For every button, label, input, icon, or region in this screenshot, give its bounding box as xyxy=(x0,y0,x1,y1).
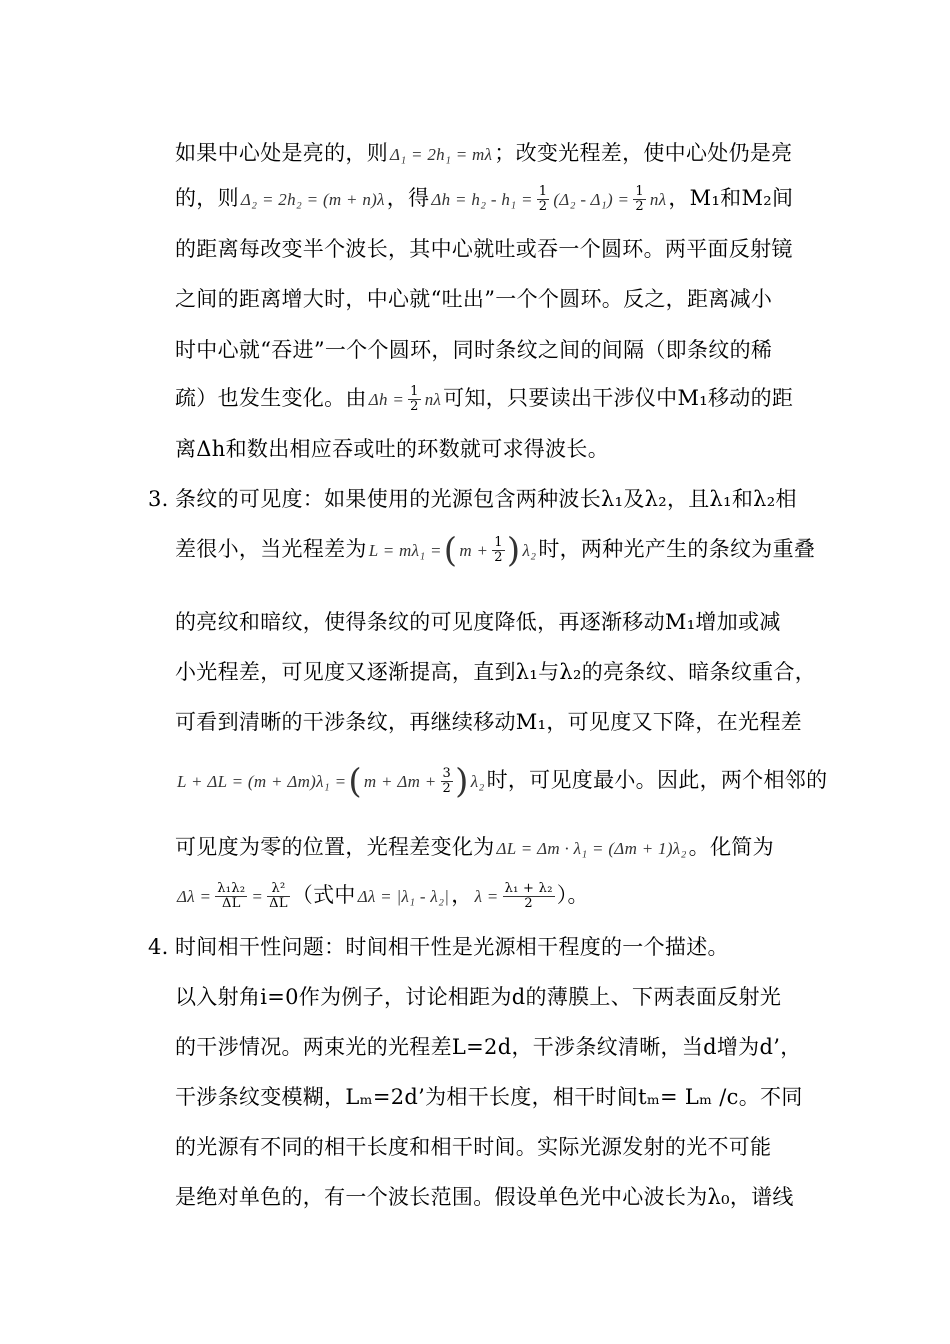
list-number-3: 3. xyxy=(148,487,169,511)
p1-line-2 xyxy=(175,183,793,213)
numerator: 3 xyxy=(442,766,452,781)
denominator: ΔL xyxy=(269,896,288,911)
numerator: λ₁ + λ₂ xyxy=(504,881,553,896)
formula-delta-h-short-a: Δh = xyxy=(368,389,405,409)
text: 差很小，当光程差为 xyxy=(175,537,367,561)
p3-line-3: 的亮纹和暗纹，使得条纹的可见度降低，再逐渐移动M₁增加或减 xyxy=(175,610,781,634)
p3-line-7 xyxy=(175,832,774,862)
denominator: 2 xyxy=(442,781,452,796)
text: 可知，只要读出干涉仪中M₁移动的距 xyxy=(443,386,794,410)
fraction-three-half xyxy=(441,767,454,796)
text: 时，可见度最小。因此，两个相邻的 xyxy=(486,768,828,792)
fraction-one-half xyxy=(633,185,646,214)
formula-delta-L: ΔL = Δm · λ₁ = (Δm + 1)λ₂ xyxy=(496,838,687,858)
text: ）。 xyxy=(556,883,589,907)
fraction-one-half xyxy=(492,536,505,565)
fraction-one-half xyxy=(408,385,421,414)
p3-line-8 xyxy=(175,880,589,910)
fraction-lambda-mean xyxy=(503,882,555,911)
p3-line-5: 可看到清晰的干涉条纹，再继续移动M₁，可见度又下降，在光程差 xyxy=(175,710,802,734)
text: ；改变光程差，使中心处仍是亮 xyxy=(494,141,793,165)
numerator: 1 xyxy=(635,184,644,199)
paren-left: ( xyxy=(348,761,362,802)
fraction-lambda-squared-over-dL xyxy=(267,882,290,911)
denominator: 2 xyxy=(524,896,533,911)
formula-equals: = xyxy=(251,886,264,906)
p1-line-7: 离Δh和数出相应吞或吐的环数就可求得波长。 xyxy=(175,437,609,461)
p1-line-4: 之间的距离增大时，中心就“吐出”一个个圆环。反之，距离减小 xyxy=(175,287,773,311)
formula-L-dL-b: m + Δm + xyxy=(363,771,437,791)
text: （式中 xyxy=(291,883,356,907)
p1-line-1 xyxy=(175,138,792,168)
denominator: 2 xyxy=(494,550,503,565)
denominator: 2 xyxy=(635,199,644,214)
list-number-4: 4. xyxy=(148,935,169,959)
text: 条纹的可见度：如果使用的光源包含两种波长λ₁及λ₂，且λ₁和λ₂相 xyxy=(175,487,797,511)
fraction-one-half xyxy=(537,185,550,214)
text: ，M₁和M₂间 xyxy=(668,186,794,210)
paren-right: ) xyxy=(455,761,469,802)
numerator: λ₁λ₂ xyxy=(217,881,246,896)
formula-delta-h-c: nλ xyxy=(649,189,667,209)
text: 的，则 xyxy=(175,186,239,210)
formula-L-c: λ₂ xyxy=(522,540,537,560)
denominator: 2 xyxy=(538,199,548,214)
numerator: λ² xyxy=(267,882,290,897)
formula-delta-h-b: (Δ₂ - Δ₁) = xyxy=(553,189,630,209)
numerator: 1 xyxy=(538,184,548,199)
formula-delta2: Δ₂ = 2h₂ = (m + n)λ xyxy=(240,189,385,209)
formula-delta-h-a: Δh = h₂ - h₁ = xyxy=(431,189,533,209)
text: 。化简为 xyxy=(688,835,774,859)
formula-L-dL-c: λ₂ xyxy=(470,771,485,791)
p1-line-5: 时中心就“吞进”一个个圆环，同时条纹之间的间隔（即条纹的稀 xyxy=(175,338,773,362)
formula-L-a: L = mλ₁ = xyxy=(368,540,442,560)
p4-line-4: 干涉条纹变模糊，Lₘ=2d’为相干长度，相干时间tₘ= Lₘ /c。不同 xyxy=(175,1085,803,1109)
denominator: 2 xyxy=(410,399,419,414)
text: 疏）也发生变化。由 xyxy=(175,386,367,410)
p3-line-4: 小光程差，可见度又逐渐提高，直到λ₁与λ₂的亮条纹、暗条纹重合， xyxy=(175,660,817,684)
formula-delta-lambda-abs: Δλ = |λ₁ - λ₂| xyxy=(357,886,450,906)
text: 时，两种光产生的条纹为重叠 xyxy=(538,537,816,561)
formula-L-dL-a: L + ΔL = (m + Δm)λ₁ = xyxy=(177,771,347,791)
formula-delta-h-short-b: nλ xyxy=(424,389,442,409)
p4-line-2: 以入射角i=0作为例子，讨论相距为d的薄膜上、下两表面反射光 xyxy=(175,985,782,1009)
formula-delta1: Δ₁ = 2h₁ = mλ xyxy=(390,144,493,164)
formula-L-b: m + xyxy=(459,540,489,560)
text: 时间相干性问题：时间相干性是光源相干程度的一个描述。 xyxy=(175,935,729,959)
denominator: ΔL xyxy=(222,896,241,911)
numerator: 1 xyxy=(494,535,503,550)
formula-lambda-mean-a: λ = xyxy=(474,886,499,906)
text: 可见度为零的位置，光程差变化为 xyxy=(175,835,495,859)
text: ，得 xyxy=(386,186,430,210)
p1-line-6 xyxy=(175,383,793,413)
paren-left: ( xyxy=(443,530,458,571)
numerator: 1 xyxy=(410,384,419,399)
p4-line-3: 的干涉情况。两束光的光程差L=2d，干涉条纹清晰，当d增为d’， xyxy=(175,1035,802,1059)
p4-line-5: 的光源有不同的相干长度和相干时间。实际光源发射的光不可能 xyxy=(175,1135,772,1159)
fraction-lambda1-lambda2-over-dL xyxy=(215,882,247,911)
p4-line-6: 是绝对单色的，有一个波长范围。假设单色光中心波长为λ₀，谱线 xyxy=(175,1185,794,1209)
p3-line-6 xyxy=(175,761,828,802)
formula-delta-lambda-a: Δλ = xyxy=(177,886,212,906)
p3-line-2 xyxy=(175,530,816,571)
paren-right: ) xyxy=(506,530,521,571)
p1-line-3: 的距离每改变半个波长，其中心就吐或吞一个圆环。两平面反射镜 xyxy=(175,237,793,261)
text: 如果中心处是亮的，则 xyxy=(175,141,388,165)
text: ， xyxy=(451,883,473,907)
